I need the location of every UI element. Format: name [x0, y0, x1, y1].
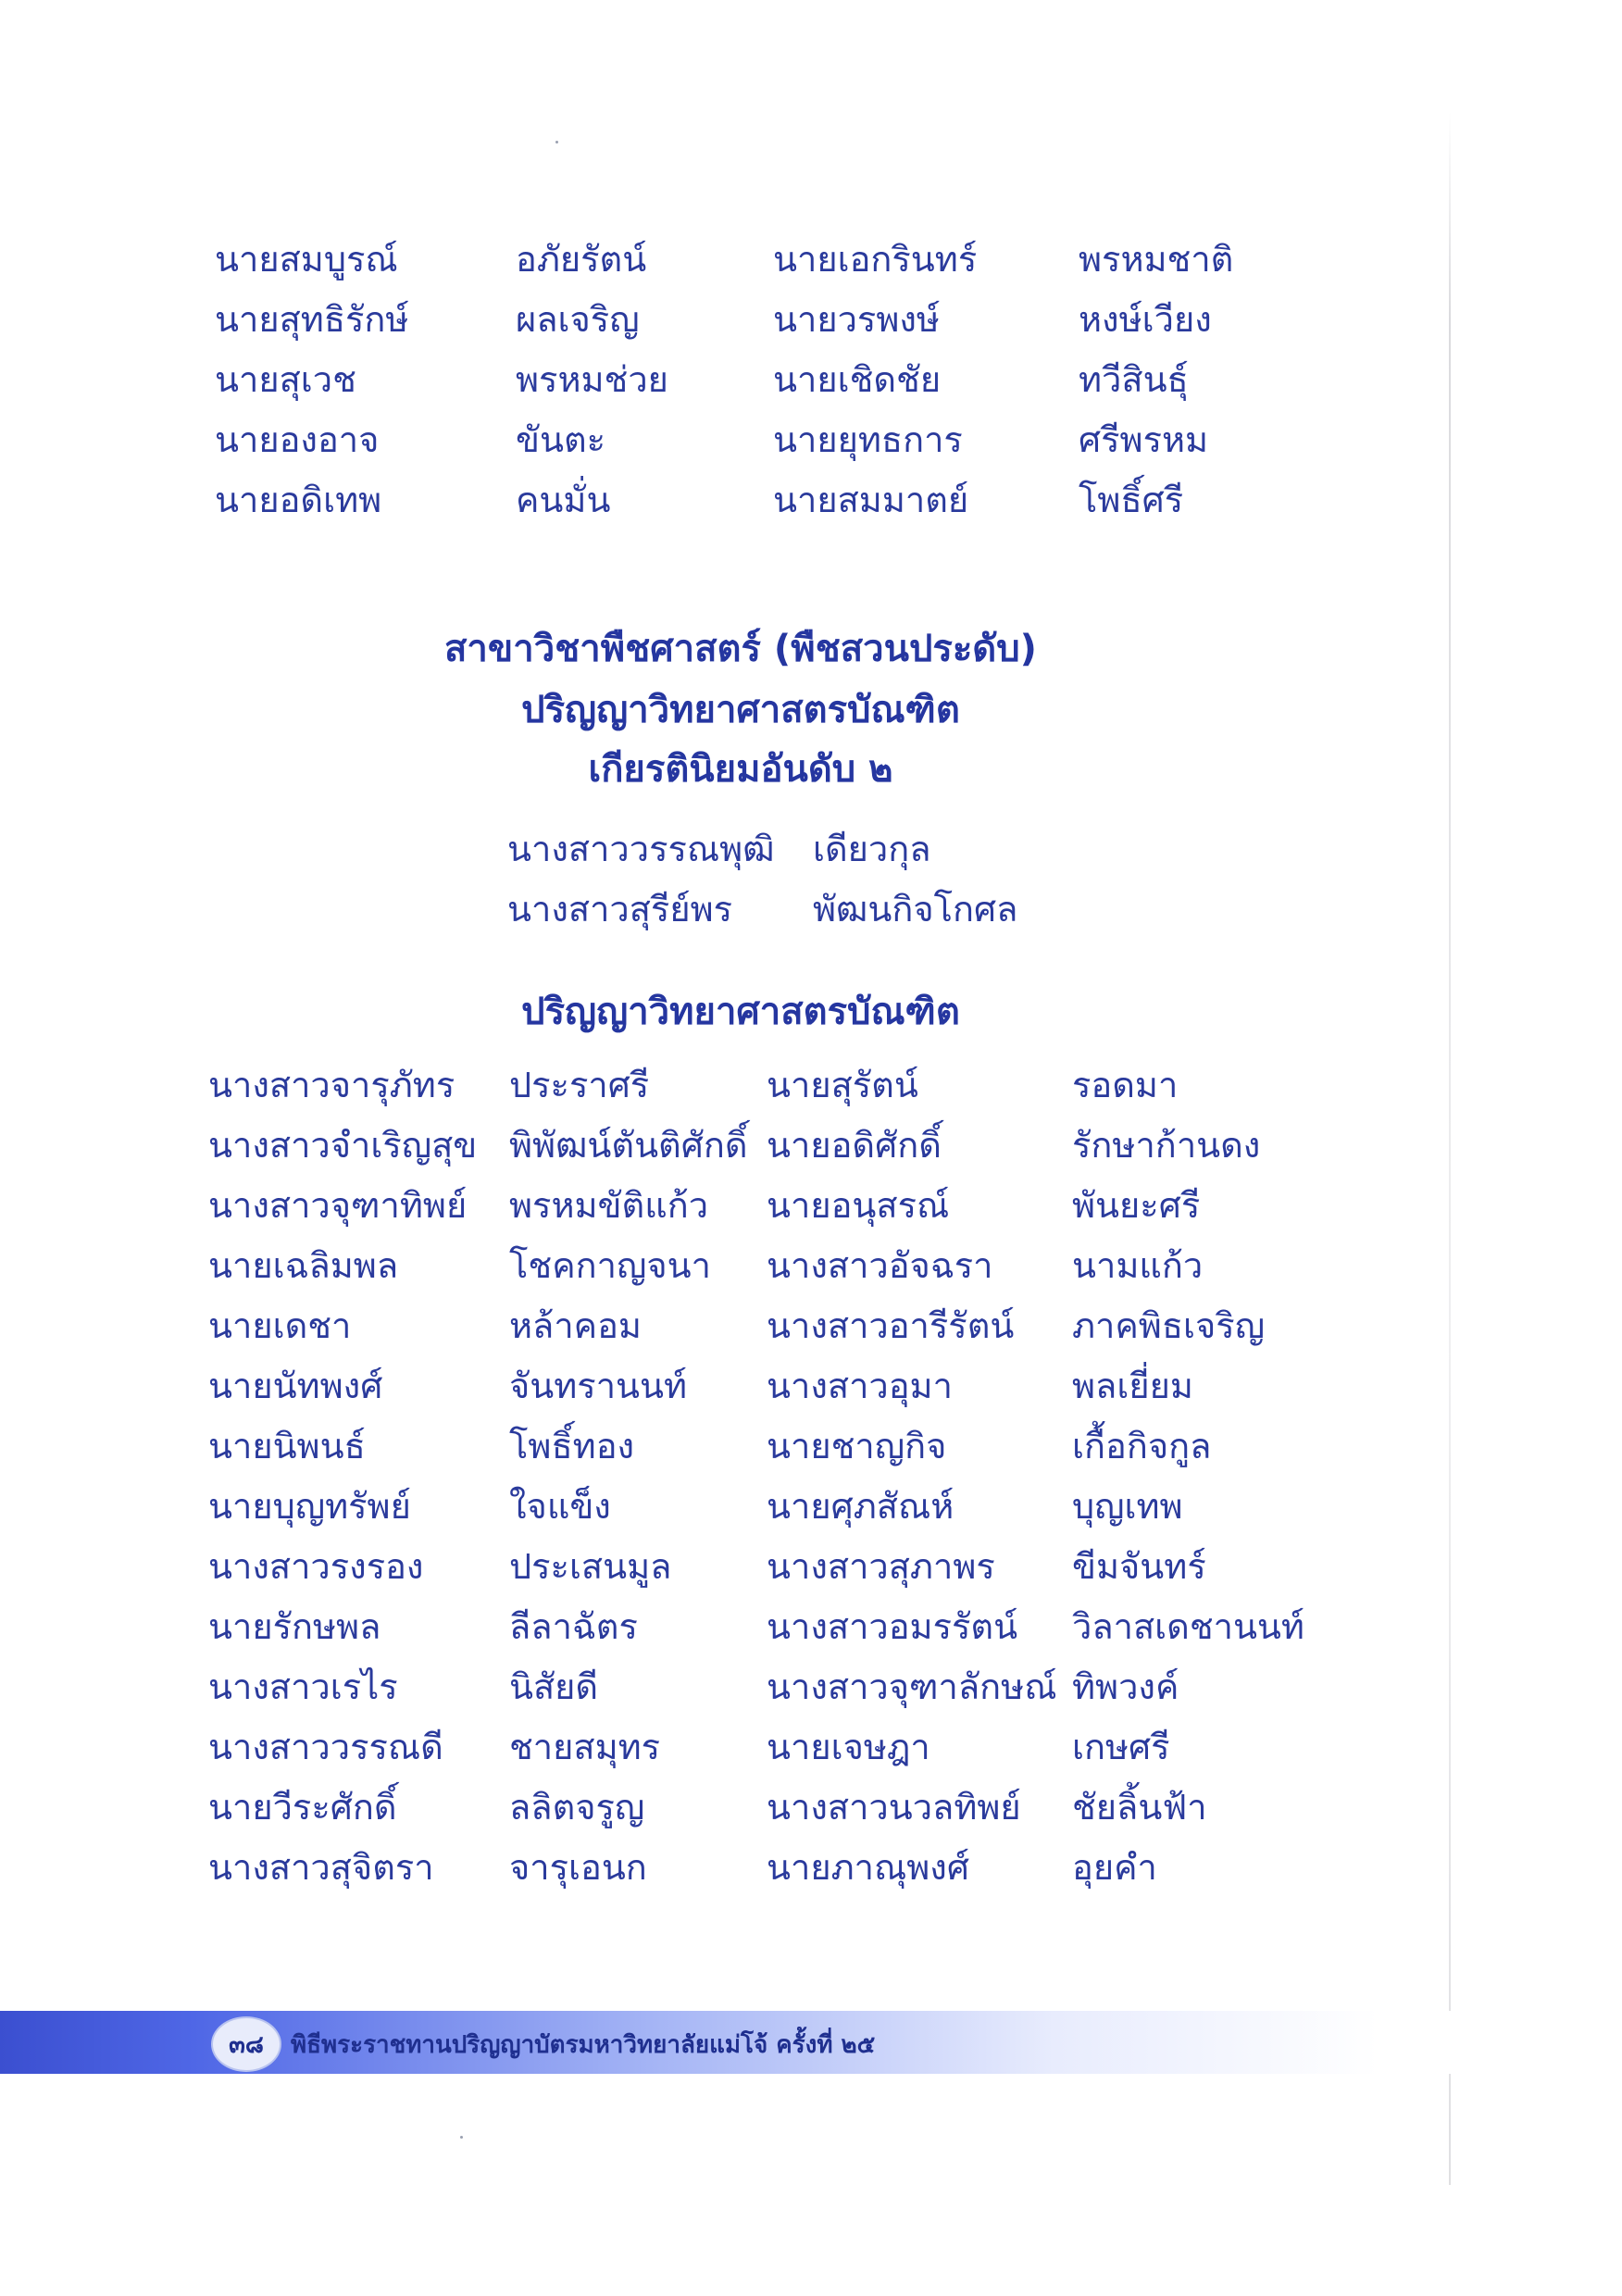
- surname-cell: วิลาสเดชานนท์: [1072, 1606, 1304, 1647]
- page-edge-shadow: [1449, 111, 1451, 2185]
- surname-cell: จารุเอนก: [509, 1847, 647, 1888]
- given-name-cell: นายองอาจ: [215, 419, 380, 460]
- surname-cell: พลเยี่ยม: [1072, 1366, 1193, 1406]
- page-number-badge: [211, 2016, 281, 2072]
- given-name-cell: นายชาญกิจ: [767, 1426, 947, 1466]
- surname-cell: ลลิตจรูญ: [509, 1787, 645, 1828]
- surname-cell: ชัยลิ้นฟ้า: [1072, 1787, 1207, 1828]
- surname-cell: อภัยรัตน์: [516, 239, 647, 280]
- given-name-cell: นางสาวนวลทิพย์: [767, 1787, 1021, 1828]
- scan-speck: [460, 2136, 463, 2139]
- surname-cell: เกื้อกิจกูล: [1072, 1426, 1212, 1466]
- surname-cell: โชคกาญจนา: [509, 1245, 711, 1286]
- surname-cell: หงษ์เวียง: [1079, 299, 1212, 340]
- given-name-cell: นางสาวสุรีย์พร: [507, 889, 733, 930]
- given-name-cell: นายสุเวช: [215, 359, 356, 400]
- given-name-cell: นางสาวอมรรัตน์: [767, 1606, 1018, 1647]
- given-name-cell: นายเดชา: [208, 1305, 352, 1346]
- surname-cell: เกษศรี: [1072, 1727, 1170, 1767]
- given-name-cell: นางสาวจำเริญสุข: [208, 1125, 478, 1166]
- footer-title: พิธีพระราชทานปริญญาบัตรมหาวิทยาลัยแม่โจ้ ครั้งที่ ๒๕: [291, 2031, 876, 2059]
- surname-cell: นิสัยดี: [509, 1666, 599, 1707]
- scan-speck: [555, 141, 558, 144]
- surname-cell: พิพัฒน์ตันติศักดิ์: [509, 1125, 748, 1166]
- surname-cell: ขันตะ: [516, 419, 606, 460]
- surname-cell: ขีมจันทร์: [1072, 1546, 1206, 1587]
- given-name-cell: นายภาณุพงศ์: [767, 1847, 969, 1888]
- given-name-cell: นางสาววรรณดี: [208, 1727, 443, 1767]
- section-heading-degree-regular: ปริญญาวิทยาศาสตรบัณฑิต: [521, 991, 960, 1033]
- surname-cell: โพธิ์ทอง: [509, 1426, 635, 1466]
- given-name-cell: นายวีระศักดิ์: [208, 1787, 397, 1828]
- section-heading-honors: เกียรตินิยมอันดับ ๒: [588, 748, 893, 791]
- surname-cell: อุยคำ: [1072, 1847, 1157, 1888]
- given-name-cell: นายสุรัตน์: [767, 1065, 918, 1105]
- given-name-cell: นายบุญทรัพย์: [208, 1486, 411, 1527]
- given-name-cell: นางสาวสุภาพร: [767, 1546, 995, 1587]
- name-list-section1: [215, 230, 1291, 530]
- given-name-cell: นางสาวอารีรัตน์: [767, 1305, 1015, 1346]
- surname-cell: ใจแข็ง: [509, 1486, 611, 1527]
- given-name-cell: นายเชิดชัย: [773, 359, 942, 400]
- page-number: ๓๘: [229, 2030, 264, 2059]
- given-name-cell: นายสมบูรณ์: [215, 239, 398, 280]
- surname-cell: ผลเจริญ: [516, 299, 640, 340]
- given-name-cell: นายยุทธการ: [773, 419, 963, 460]
- surname-cell: โพธิ์ศรี: [1079, 480, 1184, 520]
- given-name-cell: นายสมมาตย์: [773, 480, 969, 520]
- given-name-cell: นางสาวอัจฉรา: [767, 1245, 993, 1286]
- surname-cell: บุญเทพ: [1072, 1486, 1183, 1527]
- surname-cell: ชายสมุทร: [509, 1727, 661, 1767]
- given-name-cell: นางสาวจุฑาทิพย์: [208, 1185, 468, 1226]
- surname-cell: ภาคพิธเจริญ: [1072, 1305, 1266, 1346]
- given-name-cell: นายรักษพล: [208, 1606, 381, 1647]
- surname-cell: รอดมา: [1072, 1065, 1179, 1105]
- given-name-cell: นางสาวจุฑาลักษณ์: [767, 1666, 1057, 1707]
- name-list-section3: [208, 1055, 1304, 1898]
- given-name-cell: นางสาวอุมา: [767, 1366, 953, 1406]
- given-name-cell: นายสุทธิรักษ์: [215, 299, 409, 340]
- surname-cell: เดียวกุล: [813, 829, 931, 869]
- given-name-cell: นางสาวสุจิตรา: [208, 1847, 434, 1888]
- given-name-cell: นายเจษฎา: [767, 1727, 930, 1767]
- given-name-cell: นายอนุสรณ์: [767, 1185, 950, 1226]
- given-name-cell: นางสาวรงรอง: [208, 1546, 424, 1587]
- surname-cell: รักษาก้านดง: [1072, 1125, 1261, 1166]
- surname-cell: ศรีพรหม: [1079, 419, 1209, 460]
- given-name-cell: นางสาววรรณพุฒิ: [507, 829, 775, 869]
- given-name-cell: นายเฉลิมพล: [208, 1245, 399, 1286]
- surname-cell: ทวีสินธุ์: [1079, 359, 1189, 400]
- given-name-cell: นายอดิเทพ: [215, 480, 382, 520]
- given-name-cell: นายเอกรินทร์: [773, 239, 978, 280]
- surname-cell: พรหมชาติ: [1079, 239, 1234, 280]
- surname-cell: พรหมช่วย: [516, 359, 668, 400]
- surname-cell: ทิพวงค์: [1072, 1666, 1179, 1707]
- given-name-cell: นางสาวเรไร: [208, 1666, 398, 1707]
- surname-cell: คนมั่น: [516, 480, 611, 520]
- surname-cell: หล้าคอม: [509, 1305, 642, 1346]
- section-heading-degree: ปริญญาวิทยาศาสตรบัณฑิต: [521, 689, 960, 731]
- section-heading-department: สาขาวิชาพืชศาสตร์ (พืชสวนประดับ): [444, 628, 1037, 670]
- given-name-cell: นางสาวจารุภัทร: [208, 1065, 455, 1105]
- given-name-cell: นายนัทพงศ์: [208, 1366, 383, 1406]
- surname-cell: พรหมขัติแก้ว: [509, 1185, 709, 1226]
- surname-cell: ประราศรี: [509, 1065, 650, 1105]
- surname-cell: พันยะศรี: [1072, 1185, 1201, 1226]
- given-name-cell: นายนิพนธ์: [208, 1426, 366, 1466]
- given-name-cell: นายอดิศักดิ์: [767, 1125, 942, 1166]
- name-list-honors: [507, 819, 1044, 940]
- surname-cell: จันทรานนท์: [509, 1366, 688, 1406]
- given-name-cell: นายวรพงษ์: [773, 299, 940, 340]
- surname-cell: นามแก้ว: [1072, 1245, 1204, 1286]
- surname-cell: ลีลาฉัตร: [509, 1606, 638, 1647]
- surname-cell: ประเสนมูล: [509, 1546, 672, 1587]
- surname-cell: พัฒนกิจโกศล: [813, 889, 1018, 930]
- given-name-cell: นายศุภสัณห์: [767, 1486, 954, 1527]
